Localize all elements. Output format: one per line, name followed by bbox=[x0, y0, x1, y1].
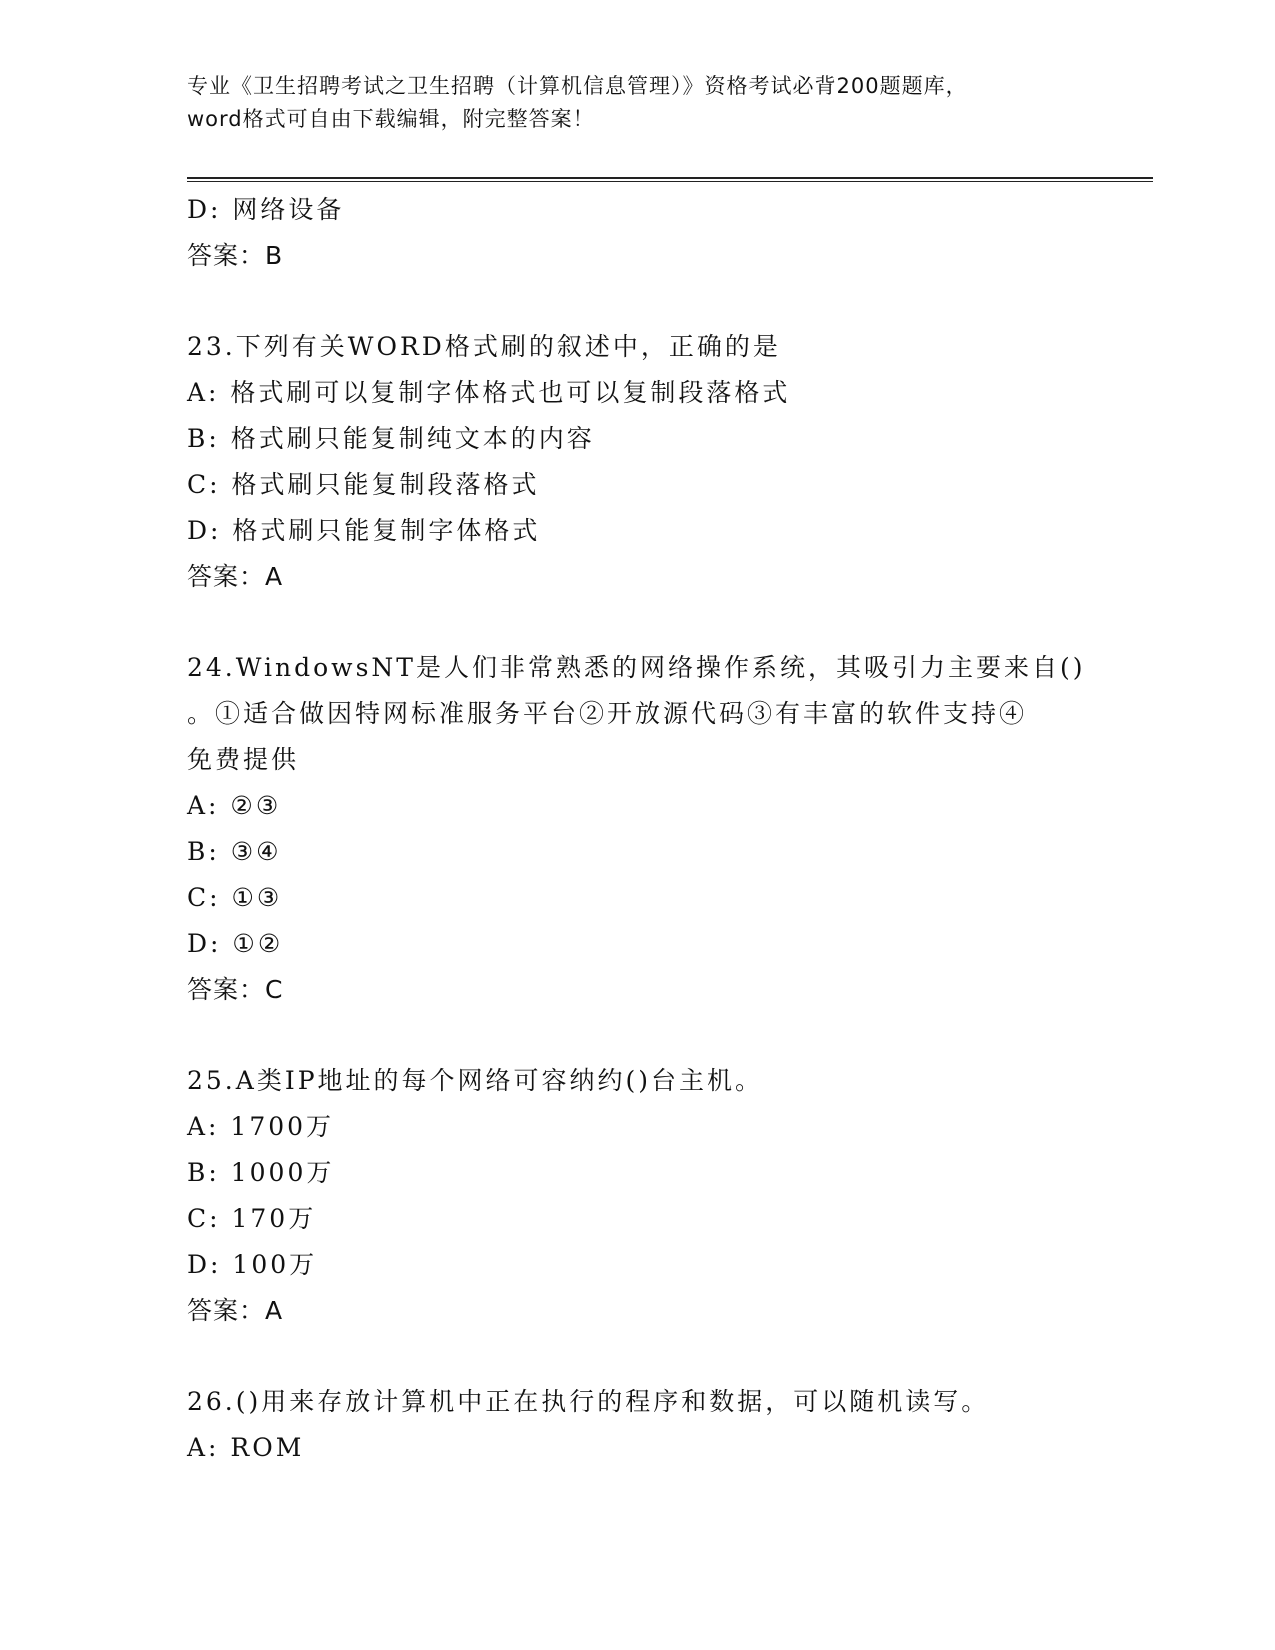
option-b: B: 1000万 bbox=[187, 1158, 335, 1187]
header-divider bbox=[187, 177, 1153, 182]
question-stem-line-1: 24.WindowsNT是人们非常熟悉的网络操作系统，其吸引力主要来自() bbox=[187, 653, 1086, 682]
option-b: B: 格式刷只能复制纯文本的内容 bbox=[187, 424, 595, 453]
header-title-line-1: 专业《卫生招聘考试之卫生招聘（计算机信息管理）》资格考试必背200题题库， bbox=[187, 74, 968, 98]
question-26 bbox=[187, 1379, 1087, 1471]
option-a: A: 格式刷可以复制字体格式也可以复制段落格式 bbox=[187, 378, 791, 407]
question-spacer bbox=[187, 1334, 1087, 1379]
answer-label: 答案：B bbox=[187, 241, 284, 270]
option-a: A: ②③ bbox=[187, 791, 282, 820]
option-a: A: ROM bbox=[187, 1433, 305, 1462]
option-c: C: 170万 bbox=[187, 1204, 317, 1233]
question-spacer bbox=[187, 600, 1087, 645]
option-b: B: ③④ bbox=[187, 837, 282, 866]
question-22-tail bbox=[187, 187, 1087, 279]
question-spacer bbox=[187, 1013, 1087, 1058]
option-d: D: 网络设备 bbox=[187, 195, 345, 224]
question-stem: 25.A类IP地址的每个网络可容纳约()台主机。 bbox=[187, 1066, 764, 1095]
question-stem-line-3: 免费提供 bbox=[187, 745, 300, 774]
option-c: C: ①③ bbox=[187, 883, 283, 912]
option-d: D: ①② bbox=[187, 929, 284, 958]
option-d: D: 格式刷只能复制字体格式 bbox=[187, 516, 541, 545]
answer-label: 答案：A bbox=[187, 562, 284, 591]
answer-label: 答案：C bbox=[187, 975, 284, 1004]
question-25 bbox=[187, 1058, 1087, 1334]
question-list bbox=[187, 187, 1087, 1471]
question-24 bbox=[187, 645, 1087, 1013]
question-spacer bbox=[187, 279, 1087, 324]
question-23 bbox=[187, 324, 1087, 600]
document-header bbox=[187, 70, 1087, 136]
option-c: C: 格式刷只能复制段落格式 bbox=[187, 470, 540, 499]
option-a: A: 1700万 bbox=[187, 1112, 335, 1141]
question-stem-line-2: 。①适合做因特网标准服务平台②开放源代码③有丰富的软件支持④ bbox=[187, 699, 1028, 728]
question-stem: 26.()用来存放计算机中正在执行的程序和数据，可以随机读写。 bbox=[187, 1387, 990, 1416]
header-title-line-2: word格式可自由下载编辑，附完整答案！ bbox=[187, 107, 595, 131]
option-d: D: 100万 bbox=[187, 1250, 318, 1279]
answer-label: 答案：A bbox=[187, 1296, 284, 1325]
question-stem: 23.下列有关WORD格式刷的叙述中，正确的是 bbox=[187, 332, 781, 361]
